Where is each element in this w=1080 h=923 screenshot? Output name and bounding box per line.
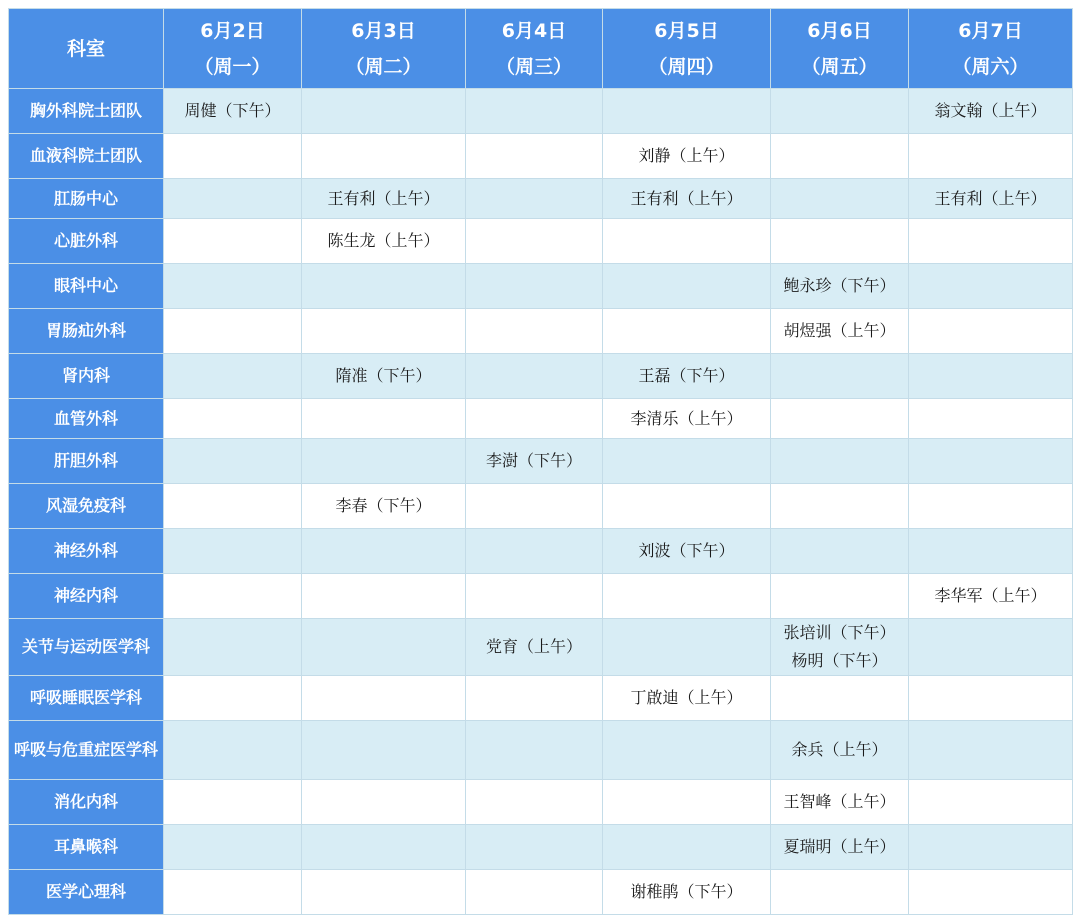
doctor-entry: 王有利（上午） [327, 188, 440, 208]
doctor-entry: 刘波（下午） [638, 541, 735, 560]
table-row [9, 780, 1073, 825]
schedule-cell [771, 89, 909, 134]
day-date: 6月7日 [958, 19, 1023, 42]
day-header [603, 9, 771, 89]
schedule-cell [302, 89, 466, 134]
schedule-cell [603, 721, 771, 780]
schedule-cell [771, 179, 909, 219]
table-row [9, 721, 1073, 780]
schedule-cell [302, 529, 466, 574]
header-row [9, 9, 1073, 89]
schedule-cell [603, 264, 771, 309]
table-row [9, 825, 1073, 870]
schedule-cell [302, 619, 466, 676]
schedule-cell [164, 179, 302, 219]
department-name: 胃肠疝外科 [9, 309, 164, 354]
schedule-cell [603, 825, 771, 870]
schedule-cell [302, 676, 466, 721]
table-row [9, 439, 1073, 484]
doctor-entry: 党育（上午） [485, 637, 582, 656]
schedule-cell [164, 399, 302, 439]
schedule-cell [771, 134, 909, 179]
schedule-cell [603, 484, 771, 529]
department-name: 风湿免疫科 [9, 484, 164, 529]
table-row [9, 574, 1073, 619]
doctor-entry: 夏瑞明（上午） [783, 837, 896, 856]
schedule-cell [603, 574, 771, 619]
schedule-cell [771, 676, 909, 721]
schedule-cell [909, 219, 1073, 264]
schedule-cell [164, 264, 302, 309]
doctor-entry: 翁文翰（上午） [934, 101, 1047, 120]
schedule-cell [302, 574, 466, 619]
day-date: 6月4日 [501, 19, 567, 42]
day-date: 6月2日 [200, 19, 265, 42]
doctor-entry: 谢稚鹃（下午） [630, 882, 743, 901]
schedule-cell [771, 574, 909, 619]
schedule-cell [466, 399, 603, 439]
schedule-cell [302, 354, 466, 399]
doctor-entry: 胡煜强（上午） [783, 321, 896, 340]
schedule-cell [302, 134, 466, 179]
schedule-cell [771, 354, 909, 399]
schedule-cell [909, 309, 1073, 354]
schedule-cell [771, 529, 909, 574]
schedule-cell [909, 89, 1073, 134]
department-name: 肝胆外科 [9, 439, 164, 484]
day-weekday: （周二） [345, 55, 422, 78]
doctor-entry: 刘静（上午） [638, 146, 735, 165]
schedule-cell [302, 870, 466, 915]
table-row [9, 399, 1073, 439]
schedule-container [8, 8, 1072, 916]
department-name: 呼吸睡眠医学科 [9, 676, 164, 721]
department-name: 关节与运动医学科 [9, 619, 164, 676]
department-name: 心脏外科 [9, 219, 164, 264]
schedule-cell [771, 219, 909, 264]
day-header [909, 9, 1073, 89]
table-row [9, 134, 1073, 179]
schedule-cell [603, 399, 771, 439]
schedule-cell [466, 870, 603, 915]
schedule-cell [909, 264, 1073, 309]
doctor-entry: 周健（下午） [184, 101, 281, 120]
schedule-cell [603, 870, 771, 915]
doctor-entry: 李春（下午） [335, 496, 432, 515]
schedule-cell [909, 179, 1073, 219]
day-weekday: （周五） [801, 55, 878, 78]
schedule-cell [909, 484, 1073, 529]
table-row [9, 179, 1073, 219]
doctor-entry: 李清乐（上午） [630, 408, 743, 428]
department-header: 科室 [9, 9, 164, 89]
table-row [9, 219, 1073, 264]
day-header [466, 9, 603, 89]
schedule-cell [771, 264, 909, 309]
doctor-entry: 杨明（下午） [791, 651, 888, 670]
schedule-cell [771, 484, 909, 529]
schedule-cell [466, 309, 603, 354]
schedule-cell [909, 721, 1073, 780]
doctor-entry: 李华军（上午） [934, 586, 1047, 605]
day-date: 6月6日 [807, 19, 872, 42]
day-date: 6月5日 [654, 19, 719, 42]
doctor-entry: 李澍（下午） [485, 451, 582, 470]
schedule-cell [302, 219, 466, 264]
schedule-cell [164, 721, 302, 780]
doctor-entry: 王有利（上午） [934, 188, 1047, 208]
table-row [9, 676, 1073, 721]
schedule-cell [466, 219, 603, 264]
schedule-body [9, 89, 1073, 915]
schedule-cell [466, 179, 603, 219]
schedule-cell [909, 870, 1073, 915]
doctor-entry: 王磊（下午） [638, 366, 735, 385]
schedule-cell [771, 721, 909, 780]
department-name: 耳鼻喉科 [9, 825, 164, 870]
schedule-cell [466, 439, 603, 484]
day-date: 6月3日 [351, 19, 416, 42]
schedule-cell [466, 780, 603, 825]
schedule-cell [603, 309, 771, 354]
schedule-cell [164, 780, 302, 825]
day-header [302, 9, 466, 89]
schedule-cell [466, 619, 603, 676]
schedule-cell [771, 399, 909, 439]
day-weekday: （周三） [495, 55, 572, 78]
schedule-cell [771, 439, 909, 484]
schedule-cell [164, 309, 302, 354]
department-name: 眼科中心 [9, 264, 164, 309]
schedule-cell [909, 619, 1073, 676]
schedule-cell [603, 134, 771, 179]
schedule-cell [164, 529, 302, 574]
schedule-cell [909, 134, 1073, 179]
schedule-cell [771, 870, 909, 915]
schedule-cell [466, 574, 603, 619]
schedule-cell [302, 309, 466, 354]
doctor-entry: 丁啟迪（上午） [630, 688, 743, 707]
table-row [9, 309, 1073, 354]
schedule-cell [164, 134, 302, 179]
department-name: 神经外科 [9, 529, 164, 574]
department-name: 血液科院士团队 [9, 134, 164, 179]
schedule-cell [164, 439, 302, 484]
schedule-cell [164, 89, 302, 134]
department-name: 呼吸与危重症医学科 [9, 721, 164, 780]
schedule-cell [603, 439, 771, 484]
day-weekday: （周六） [952, 55, 1029, 78]
schedule-cell [603, 219, 771, 264]
department-name: 血管外科 [9, 399, 164, 439]
doctor-entry: 鲍永珍（下午） [783, 276, 896, 295]
schedule-cell [164, 676, 302, 721]
schedule-cell [466, 529, 603, 574]
schedule-cell [164, 619, 302, 676]
schedule-cell [771, 309, 909, 354]
schedule-cell [466, 264, 603, 309]
schedule-cell [302, 439, 466, 484]
doctor-entry: 王有利（上午） [630, 188, 743, 208]
schedule-cell [466, 676, 603, 721]
table-row [9, 529, 1073, 574]
doctor-entry: 王智峰（上午） [783, 792, 896, 811]
schedule-cell [909, 780, 1073, 825]
schedule-cell [909, 825, 1073, 870]
department-name: 肾内科 [9, 354, 164, 399]
schedule-cell [302, 484, 466, 529]
schedule-cell [909, 574, 1073, 619]
table-row [9, 619, 1073, 676]
doctor-entry: 余兵（上午） [791, 740, 888, 759]
schedule-cell [164, 825, 302, 870]
table-row [9, 484, 1073, 529]
schedule-cell [302, 399, 466, 439]
schedule-cell [909, 676, 1073, 721]
schedule-cell [466, 484, 603, 529]
doctor-entry: 隋准（下午） [335, 366, 432, 385]
department-name: 神经内科 [9, 574, 164, 619]
department-name: 医学心理科 [9, 870, 164, 915]
schedule-cell [466, 721, 603, 780]
schedule-cell [466, 89, 603, 134]
day-header [164, 9, 302, 89]
department-name: 胸外科院士团队 [9, 89, 164, 134]
schedule-cell [603, 619, 771, 676]
clinic-schedule-table [8, 8, 1073, 915]
schedule-cell [603, 780, 771, 825]
schedule-cell [771, 825, 909, 870]
schedule-cell [909, 439, 1073, 484]
table-row [9, 870, 1073, 915]
schedule-cell [771, 619, 909, 676]
schedule-cell [302, 179, 466, 219]
schedule-cell [909, 529, 1073, 574]
schedule-cell [603, 354, 771, 399]
schedule-cell [302, 721, 466, 780]
schedule-cell [466, 134, 603, 179]
day-weekday: （周一） [194, 55, 271, 78]
schedule-cell [164, 574, 302, 619]
schedule-cell [164, 484, 302, 529]
table-row [9, 89, 1073, 134]
schedule-cell [909, 399, 1073, 439]
doctor-entry: 陈生龙（上午） [327, 231, 440, 250]
schedule-cell [164, 870, 302, 915]
day-header [771, 9, 909, 89]
schedule-cell [164, 219, 302, 264]
table-row [9, 354, 1073, 399]
schedule-cell [603, 676, 771, 721]
schedule-cell [302, 264, 466, 309]
schedule-cell [771, 780, 909, 825]
schedule-cell [302, 825, 466, 870]
schedule-cell [466, 354, 603, 399]
schedule-cell [302, 780, 466, 825]
department-name: 肛肠中心 [9, 179, 164, 219]
schedule-cell [909, 354, 1073, 399]
schedule-cell [466, 825, 603, 870]
schedule-cell [603, 179, 771, 219]
day-weekday: （周四） [648, 55, 725, 78]
schedule-cell [603, 529, 771, 574]
department-name: 消化内科 [9, 780, 164, 825]
doctor-entry: 张培训（下午） [783, 623, 896, 642]
schedule-cell [603, 89, 771, 134]
schedule-cell [164, 354, 302, 399]
table-row [9, 264, 1073, 309]
